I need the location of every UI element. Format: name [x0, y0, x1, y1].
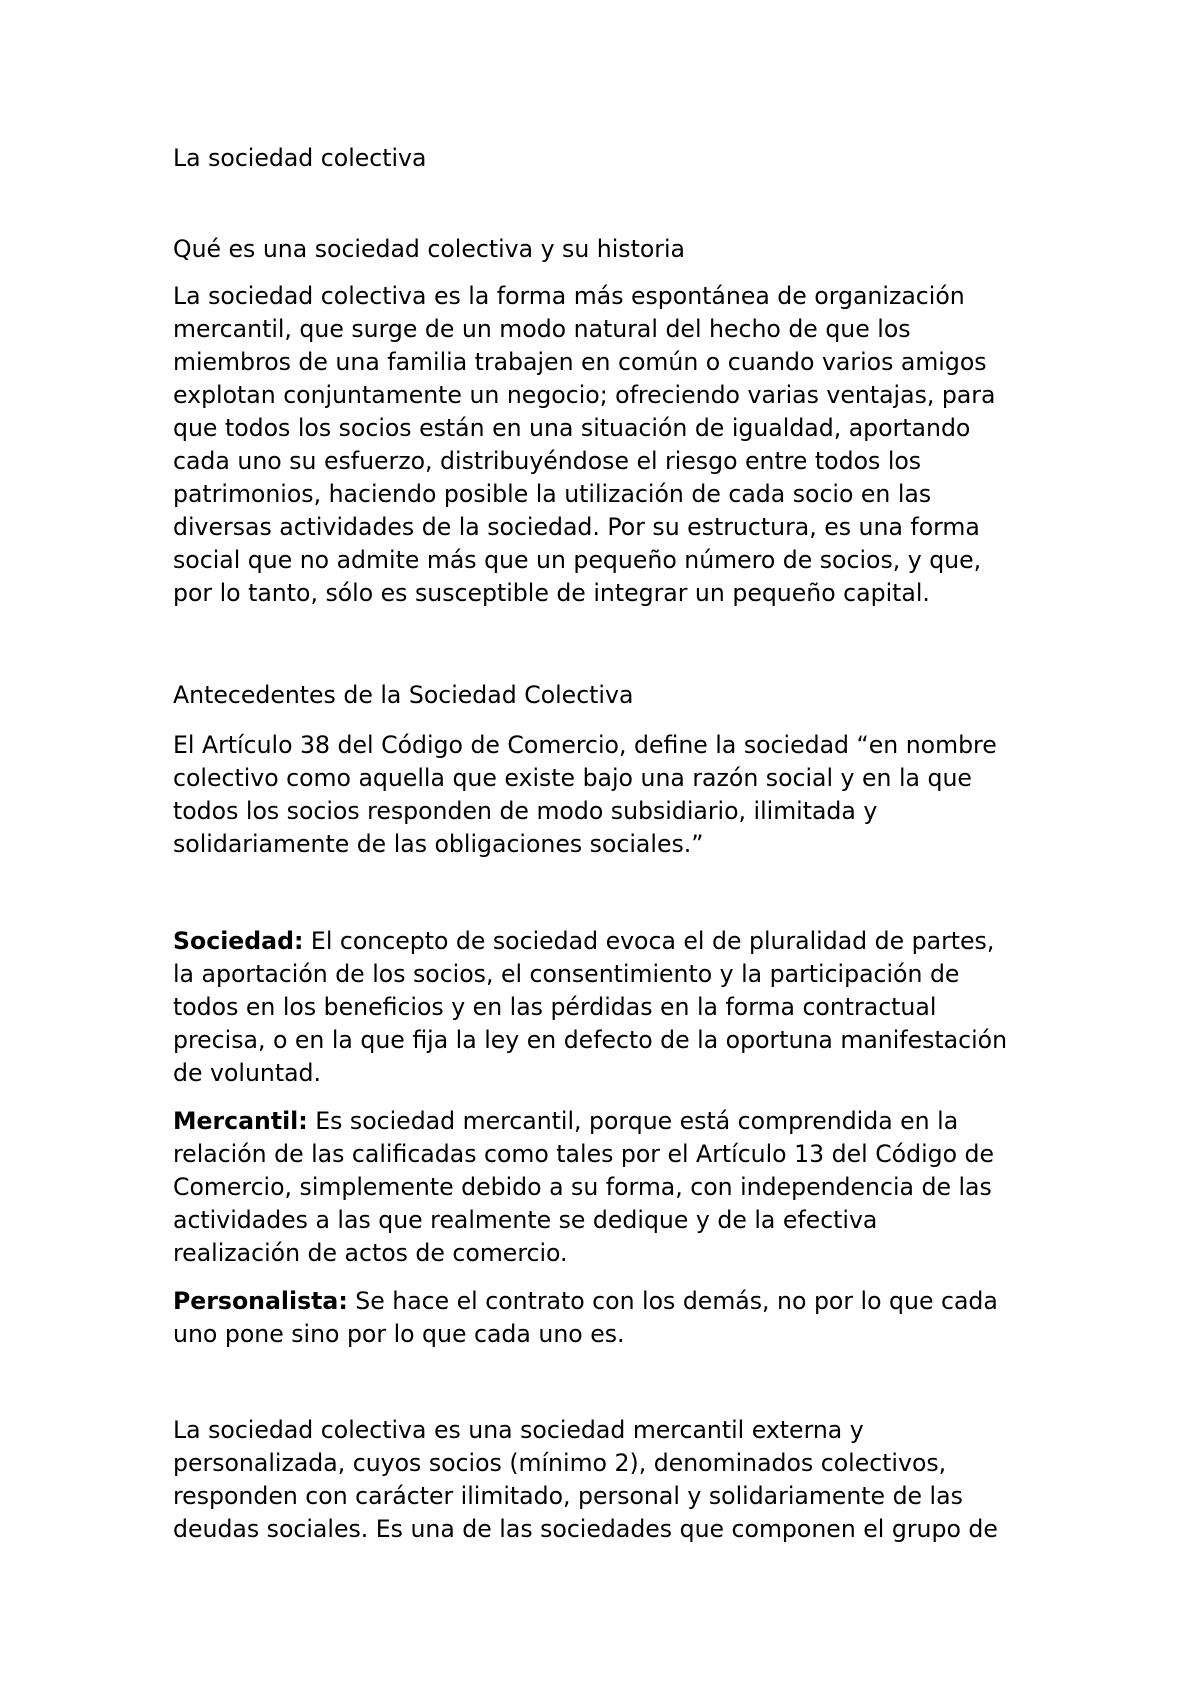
paragraph-line: explotan conjuntamente un negocio; ofreciendo varias ventajas, para [173, 381, 996, 409]
paragraph-line: deudas sociales. Es una de las sociedades que componen el grupo de [173, 1515, 998, 1543]
paragraph-line: todos los socios responden de modo subsidiario, ilimitada y [173, 797, 878, 825]
paragraph-line: por lo tanto, sólo es susceptible de integrar un pequeño capital. [173, 579, 930, 607]
paragraph-line: El Artículo 38 del Código de Comercio, define la sociedad “en nombre [173, 731, 997, 759]
definition-text: El concepto de sociedad evoca el de pluralidad de partes, [303, 927, 995, 955]
paragraph-line: miembros de una familia trabajen en común o cuando varios amigos [173, 348, 987, 376]
document-title: La sociedad colectiva [173, 144, 427, 172]
paragraph-line: precisa, o en la que fija la ley en defecto de la oportuna manifestación [173, 1026, 1008, 1054]
paragraph-line: patrimonios, haciendo posible la utilización de cada socio en las [173, 480, 932, 508]
definition-text: Se hace el contrato con los demás, no por lo que cada [347, 1287, 998, 1315]
definition-line [173, 1105, 958, 1138]
definition-text: Es sociedad mercantil, porque está comprendida en la [307, 1107, 959, 1135]
paragraph-line: de voluntad. [173, 1059, 322, 1087]
paragraph-line: que todos los socios están en una situación de igualdad, aportando [173, 414, 971, 442]
paragraph-line: solidariamente de las obligaciones sociales.” [173, 830, 704, 858]
paragraph-line: social que no admite más que un pequeño número de socios, y que, [173, 546, 982, 574]
definition-line [173, 1285, 998, 1318]
section-heading: Antecedentes de la Sociedad Colectiva [173, 681, 634, 709]
paragraph-line: responden con carácter ilimitado, personal y solidariamente de las [173, 1482, 963, 1510]
paragraph-line: actividades a las que realmente se dedique y de la efectiva [173, 1206, 878, 1234]
paragraph-line: La sociedad colectiva es una sociedad mercantil externa y [173, 1416, 864, 1444]
paragraph-line: la aportación de los socios, el consentimiento y la participación de [173, 960, 960, 988]
definition-line [173, 925, 994, 958]
paragraph-line: todos en los beneficios y en las pérdidas en la forma contractual [173, 993, 937, 1021]
paragraph-line: personalizada, cuyos socios (mínimo 2), denominados colectivos, [173, 1449, 947, 1477]
paragraph-line: uno pone sino por lo que cada uno es. [173, 1320, 625, 1348]
definition-term: Sociedad: [173, 927, 304, 955]
paragraph-line: mercantil, que surge de un modo natural del hecho de que los [173, 315, 911, 343]
paragraph-line: La sociedad colectiva es la forma más espontánea de organización [173, 282, 965, 310]
definition-term: Mercantil: [173, 1107, 308, 1135]
paragraph-line: Comercio, simplemente debido a su forma, con independencia de las [173, 1173, 992, 1201]
paragraph-line: colectivo como aquella que existe bajo una razón social y en la que [173, 764, 972, 792]
section-heading: Qué es una sociedad colectiva y su historia [173, 235, 685, 263]
paragraph-line: relación de las calificadas como tales por el Artículo 13 del Código de [173, 1140, 995, 1168]
paragraph-line: cada uno su esfuerzo, distribuyéndose el riesgo entre todos los [173, 447, 922, 475]
definition-term: Personalista: [173, 1287, 348, 1315]
paragraph-line: realización de actos de comercio. [173, 1239, 568, 1267]
paragraph-line: diversas actividades de la sociedad. Por su estructura, es una forma [173, 513, 980, 541]
